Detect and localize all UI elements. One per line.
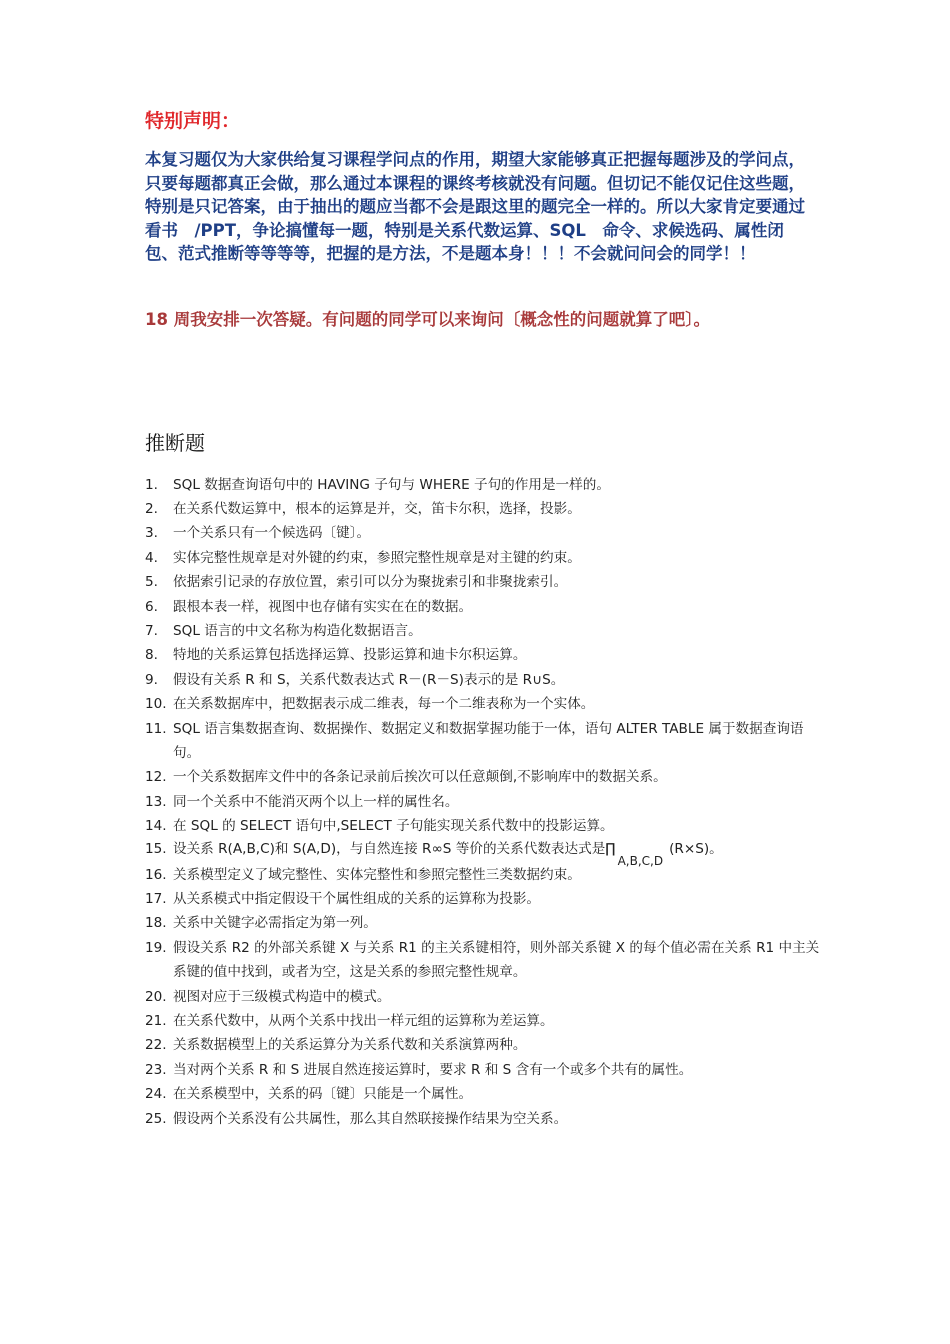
question-text: 关系中关键字必需指定为第一列。 <box>173 915 377 932</box>
question-number: 10. <box>145 696 167 713</box>
question-number: 21. <box>145 1013 167 1030</box>
question-text-end: (R×S)。 <box>669 840 723 857</box>
projection-subscript: A,B,C,D <box>617 853 664 868</box>
question-text: 在关系代数中，从两个关系中找出一样元组的运算称为差运算。 <box>173 1013 554 1030</box>
question-item <box>145 765 825 789</box>
question-item <box>145 887 825 911</box>
question-number: 19. <box>145 939 167 956</box>
question-number: 5. <box>145 574 158 591</box>
question-item <box>145 839 825 868</box>
question-item <box>145 985 825 1009</box>
question-text: SQL 语言的中文名称为构造化数据语言。 <box>173 622 422 639</box>
question-number: 7. <box>145 622 158 639</box>
question-number: 13. <box>145 793 167 810</box>
question-list <box>145 473 825 1132</box>
question-item <box>145 1107 825 1131</box>
notice-body: 本复习题仅为大家供给复习课程学问点的作用，期望大家能够真正把握每题涉及的学问点，只要每题都真正会做，那么通过本课程的课终考核就没有问题。但切记不能仅记住这些题，特别是只记答案，由于抽出的题应当都不会是跟这里的题完全一样的。所以大家肯定要通过看书 /PPT，争论搞懂每一题，特别是关系代数运算、SQL 命令、求候选码、属性闭包、范式推断等等等等，把握的是方法，不是题本身！！！不会就问问会的同学！！ <box>145 150 805 263</box>
question-item <box>145 619 825 643</box>
question-item <box>145 936 825 985</box>
question-number: 16. <box>145 866 167 883</box>
question-item <box>145 1082 825 1106</box>
question-number: 18. <box>145 915 167 932</box>
question-number: 1. <box>145 476 158 493</box>
notice-title: 特别声明： <box>145 110 241 132</box>
question-item <box>145 521 825 545</box>
question-text: SQL 语言集数据查询、数据操作、数据定义和数据掌握功能于一体，语句 ALTER TABLE 属于数据查询语句。 <box>173 720 804 761</box>
question-text: 假设两个关系没有公共属性，那么其自然联接操作结果为空关系。 <box>173 1110 568 1127</box>
question-item <box>145 692 825 716</box>
notice-qa-schedule: 18 周我安排一次答疑。有问题的同学可以来询问〔概念性的问题就算了吧〕。 <box>145 309 710 329</box>
question-number: 9. <box>145 671 158 688</box>
question-text: 在关系数据库中，把数据表示成二维表，每一个二维表称为一个实体。 <box>173 696 595 713</box>
question-text: 假设有关系 R 和 S，关系代数表达式 R－(R－S)表示的是 R∪S。 <box>173 671 565 688</box>
question-number: 22. <box>145 1037 167 1054</box>
question-text: 在关系模型中，关系的码〔键〕只能是一个属性。 <box>173 1086 473 1103</box>
question-number: 14. <box>145 818 167 835</box>
question-text: 在 SQL 的 SELECT 语句中,SELECT 子句能实现关系代数中的投影运算。 <box>173 818 614 835</box>
question-text: 同一个关系中不能消灭两个以上一样的属性名。 <box>173 793 459 810</box>
question-text: 假设关系 R2 的外部关系键 X 与关系 R1 的主关系键相符，则外部关系键 X 的每个值必需在关系 R1 中主关系键的值中找到，或者为空，这是关系的参照完整性规章。 <box>173 939 820 981</box>
question-number: 4. <box>145 549 158 566</box>
question-item <box>145 668 825 692</box>
question-text: SQL 数据查询语句中的 HAVING 子句与 WHERE 子句的作用是一样的。 <box>173 476 610 493</box>
question-item <box>145 1033 825 1057</box>
question-item <box>145 473 825 497</box>
question-text: 当对两个关系 R 和 S 进展自然连接运算时，要求 R 和 S 含有一个或多个共有的属性。 <box>173 1061 693 1078</box>
question-text: 依据索引记录的存放位置，索引可以分为聚拢索引和非聚拢索引。 <box>173 574 568 591</box>
question-item <box>145 790 825 814</box>
question-item <box>145 570 825 594</box>
question-number: 23. <box>145 1061 167 1078</box>
question-text: 视图对应于三级模式构造中的模式。 <box>173 988 391 1005</box>
question-number: 24. <box>145 1086 167 1103</box>
question-item <box>145 595 825 619</box>
question-number: 2. <box>145 500 158 517</box>
question-number: 12. <box>145 769 167 786</box>
question-text: 特地的关系运算包括选择运算、投影运算和迪卡尔积运算。 <box>173 647 527 664</box>
question-number: 6. <box>145 598 158 615</box>
question-text: 一个关系只有一个候选码〔键〕。 <box>173 525 371 542</box>
question-item <box>145 1058 825 1082</box>
question-text: 一个关系数据库文件中的各条记录前后挨次可以任意颠倒,不影响库中的数据关系。 <box>173 769 667 786</box>
question-number: 11. <box>145 720 167 737</box>
question-text: 关系模型定义了域完整性、实体完整性和参照完整性三类数据约束。 <box>173 866 581 883</box>
question-item <box>145 717 825 766</box>
question-item <box>145 546 825 570</box>
question-item <box>145 814 825 838</box>
question-text: 设关系 R(A,B,C)和 S(A,D)，与自然连接 R∞S 等价的关系代数表达式是∏ <box>173 840 616 857</box>
question-number: 17. <box>145 891 167 907</box>
question-text: 从关系模式中指定假设干个属性组成的关系的运算称为投影。 <box>173 891 541 907</box>
question-text: 实体完整性规章是对外键的约束，参照完整性规章是对主键的约束。 <box>173 549 581 566</box>
question-number: 8. <box>145 647 158 664</box>
question-text: 跟根本表一样，视图中也存储有实实在在的数据。 <box>173 598 473 615</box>
question-item <box>145 911 825 935</box>
question-item <box>145 643 825 667</box>
section-title: 推断题 <box>145 430 205 455</box>
question-text: 关系数据模型上的关系运算分为关系代数和关系演算两种。 <box>173 1037 527 1054</box>
question-text: 在关系代数运算中，根本的运算是并，交，笛卡尔积，选择，投影。 <box>173 500 581 517</box>
question-number: 3. <box>145 525 158 542</box>
question-number: 15. <box>145 840 167 857</box>
question-item <box>145 1009 825 1033</box>
question-item <box>145 863 825 887</box>
question-item <box>145 497 825 521</box>
question-number: 25. <box>145 1110 167 1127</box>
question-number: 20. <box>145 988 167 1005</box>
